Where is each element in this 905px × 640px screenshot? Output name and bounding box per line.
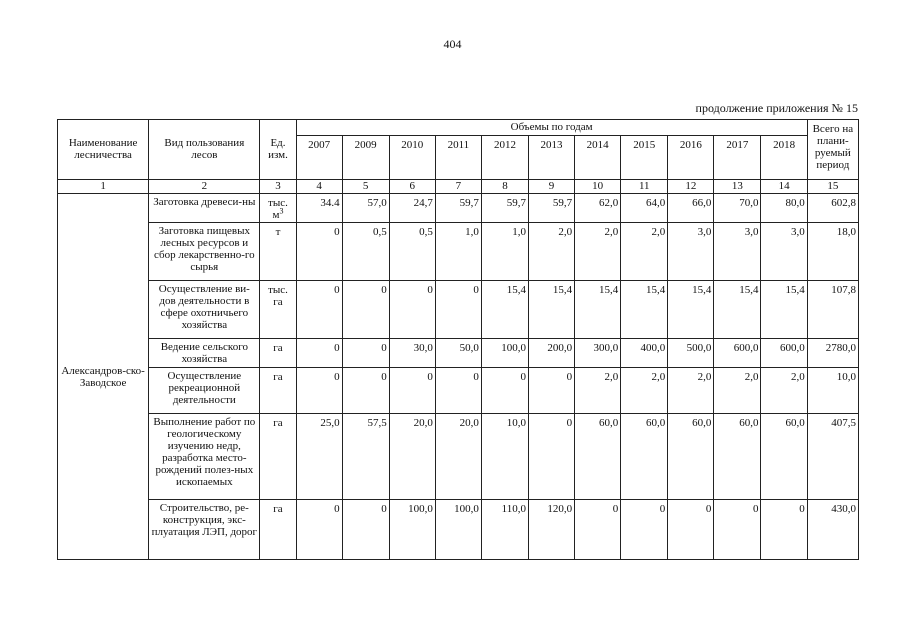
value-cell: 15,4: [529, 281, 575, 339]
value-cell: 60,0: [575, 414, 621, 500]
value-cell: 24,7: [389, 194, 435, 223]
header-forestry-name: Наименование лесничества: [58, 120, 149, 180]
table-row: [58, 223, 859, 281]
column-number: 6: [389, 180, 435, 194]
table-row: [58, 194, 859, 223]
column-number: 13: [714, 180, 761, 194]
value-cell: 20,0: [389, 414, 435, 500]
value-cell: 0: [761, 500, 807, 560]
unit-cell: [260, 281, 296, 339]
value-cell: 20,0: [435, 414, 481, 500]
value-cell: 62,0: [575, 194, 621, 223]
value-cell: 0: [342, 339, 389, 368]
value-cell: 0: [389, 281, 435, 339]
total-cell: 18,0: [807, 223, 858, 281]
year-header: 2012: [481, 136, 528, 180]
column-number: 8: [481, 180, 528, 194]
year-header: 2017: [714, 136, 761, 180]
value-cell: 0: [296, 281, 342, 339]
unit-text: тыс. м: [268, 197, 288, 221]
total-cell: 430,0: [807, 500, 858, 560]
value-cell: 300,0: [575, 339, 621, 368]
value-cell: 30,0: [389, 339, 435, 368]
table-row: [58, 368, 859, 414]
value-cell: 0: [481, 368, 528, 414]
value-cell: 0: [296, 223, 342, 281]
column-number: 2: [149, 180, 260, 194]
header-volumes-by-year: Объемы по годам: [296, 120, 807, 136]
value-cell: 2,0: [575, 368, 621, 414]
year-header: 2018: [761, 136, 807, 180]
column-number: 15: [807, 180, 858, 194]
value-cell: 600,0: [761, 339, 807, 368]
year-header: 2015: [621, 136, 668, 180]
table-row: [58, 281, 859, 339]
value-cell: 0: [435, 281, 481, 339]
unit-cell: [260, 194, 296, 223]
value-cell: 25,0: [296, 414, 342, 500]
forestry-name-cell: Александров-ско-Заводское: [58, 194, 149, 560]
value-cell: 600,0: [714, 339, 761, 368]
value-cell: 60,0: [621, 414, 668, 500]
value-cell: 59,7: [435, 194, 481, 223]
value-cell: 0: [529, 368, 575, 414]
year-header: 2007: [296, 136, 342, 180]
value-cell: 60,0: [714, 414, 761, 500]
usage-type-cell: Ведение сельского хозяйства: [149, 339, 260, 368]
column-number: 11: [621, 180, 668, 194]
usage-type-cell: Выполнение работ по геологическому изучению недр, разработка место-рождений полез-ных ископаемых: [149, 414, 260, 500]
year-header: 2014: [575, 136, 621, 180]
header-total: Всего на плани-руемый период: [807, 120, 858, 180]
value-cell: 0: [296, 500, 342, 560]
value-cell: 66,0: [668, 194, 714, 223]
unit-cell: [260, 368, 296, 414]
value-cell: 15,4: [668, 281, 714, 339]
value-cell: 200,0: [529, 339, 575, 368]
table-row: [58, 339, 859, 368]
unit-text: га: [273, 417, 283, 429]
unit-cell: [260, 500, 296, 560]
value-cell: 15,4: [714, 281, 761, 339]
value-cell: 2,0: [761, 368, 807, 414]
forest-usage-table: [57, 119, 859, 560]
year-header: 2011: [435, 136, 481, 180]
unit-text: га: [273, 503, 283, 515]
value-cell: 1,0: [481, 223, 528, 281]
unit-text: га: [273, 342, 283, 354]
value-cell: 59,7: [529, 194, 575, 223]
value-cell: 0: [296, 368, 342, 414]
value-cell: 1,0: [435, 223, 481, 281]
value-cell: 15,4: [575, 281, 621, 339]
year-header: 2010: [389, 136, 435, 180]
value-cell: 100,0: [435, 500, 481, 560]
column-number: 7: [435, 180, 481, 194]
total-cell: 10,0: [807, 368, 858, 414]
table-row: [58, 414, 859, 500]
unit-superscript: 3: [279, 206, 284, 216]
value-cell: 15,4: [621, 281, 668, 339]
value-cell: 2,0: [621, 223, 668, 281]
unit-cell: [260, 339, 296, 368]
column-number: 3: [260, 180, 296, 194]
total-cell: 107,8: [807, 281, 858, 339]
year-header: 2013: [529, 136, 575, 180]
appendix-continuation-label: продолжение приложения № 15: [695, 101, 858, 115]
value-cell: 400,0: [621, 339, 668, 368]
value-cell: 3,0: [761, 223, 807, 281]
table-row: [58, 500, 859, 560]
total-cell: 407,5: [807, 414, 858, 500]
value-cell: 0: [668, 500, 714, 560]
value-cell: 80,0: [761, 194, 807, 223]
value-cell: 100,0: [389, 500, 435, 560]
total-cell: 602,8: [807, 194, 858, 223]
value-cell: 60,0: [761, 414, 807, 500]
value-cell: 2,0: [529, 223, 575, 281]
value-cell: 70,0: [714, 194, 761, 223]
value-cell: 2,0: [714, 368, 761, 414]
header-usage-type: Вид пользования лесов: [149, 120, 260, 180]
value-cell: 2,0: [621, 368, 668, 414]
value-cell: 0: [529, 414, 575, 500]
column-number: 4: [296, 180, 342, 194]
value-cell: 0: [342, 500, 389, 560]
usage-type-cell: Осуществление рекреационной деятельности: [149, 368, 260, 414]
value-cell: 34.4: [296, 194, 342, 223]
value-cell: 0: [714, 500, 761, 560]
column-number: 5: [342, 180, 389, 194]
value-cell: 0,5: [342, 223, 389, 281]
unit-text: тыс. га: [268, 284, 288, 308]
value-cell: 3,0: [668, 223, 714, 281]
column-number: 12: [668, 180, 714, 194]
value-cell: 3,0: [714, 223, 761, 281]
header-unit: Ед. изм.: [260, 120, 296, 180]
unit-cell: [260, 223, 296, 281]
usage-type-cell: Заготовка пищевых лесных ресурсов и сбор лекарственно-го сырья: [149, 223, 260, 281]
value-cell: 64,0: [621, 194, 668, 223]
value-cell: 0: [621, 500, 668, 560]
value-cell: 110,0: [481, 500, 528, 560]
value-cell: 0: [435, 368, 481, 414]
usage-type-cell: Строительство, ре-конструкция, экс-плуатация ЛЭП, дорог: [149, 500, 260, 560]
column-number: 14: [761, 180, 807, 194]
value-cell: 15,4: [761, 281, 807, 339]
value-cell: 0: [575, 500, 621, 560]
value-cell: 15,4: [481, 281, 528, 339]
usage-type-cell: Заготовка древеси-ны: [149, 194, 260, 223]
unit-text: т: [275, 226, 281, 238]
usage-type-cell: Осуществление ви-дов деятельности в сфере охотничьего хозяйства: [149, 281, 260, 339]
page-number: 404: [443, 37, 462, 51]
value-cell: 0: [296, 339, 342, 368]
value-cell: 59,7: [481, 194, 528, 223]
value-cell: 0: [342, 281, 389, 339]
value-cell: 100,0: [481, 339, 528, 368]
unit-cell: [260, 414, 296, 500]
value-cell: 50,0: [435, 339, 481, 368]
value-cell: 0: [342, 368, 389, 414]
column-number: 10: [575, 180, 621, 194]
column-number: 1: [58, 180, 149, 194]
value-cell: 2,0: [575, 223, 621, 281]
column-number: 9: [529, 180, 575, 194]
total-cell: 2780,0: [807, 339, 858, 368]
value-cell: 57,0: [342, 194, 389, 223]
value-cell: 60,0: [668, 414, 714, 500]
value-cell: 120,0: [529, 500, 575, 560]
value-cell: 2,0: [668, 368, 714, 414]
value-cell: 10,0: [481, 414, 528, 500]
year-header: 2016: [668, 136, 714, 180]
unit-text: га: [273, 371, 283, 383]
value-cell: 500,0: [668, 339, 714, 368]
year-header: 2009: [342, 136, 389, 180]
value-cell: 0: [389, 368, 435, 414]
value-cell: 0,5: [389, 223, 435, 281]
value-cell: 57,5: [342, 414, 389, 500]
